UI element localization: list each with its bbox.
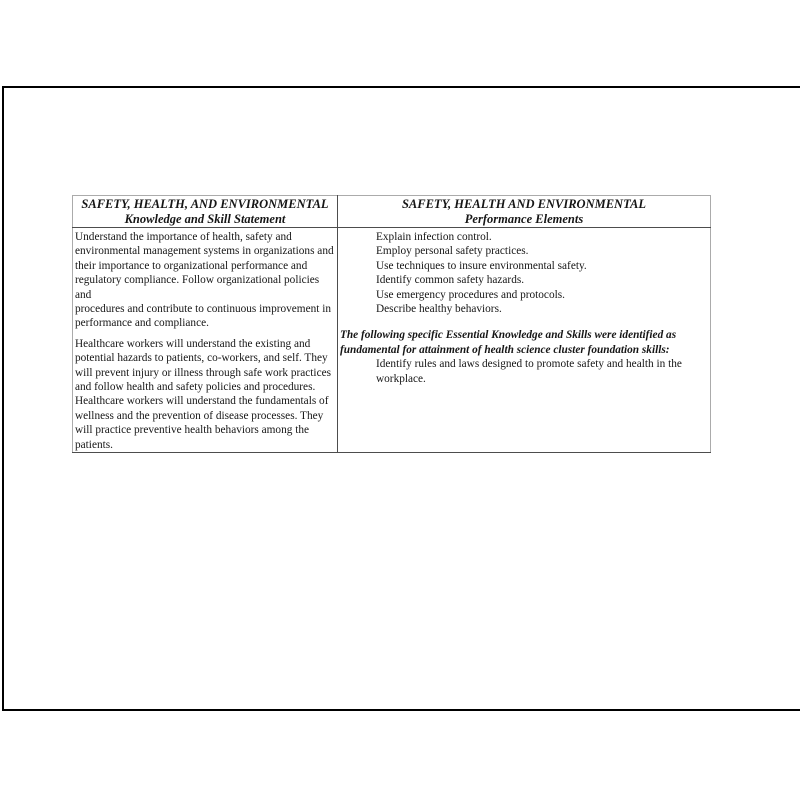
performance-elements-header-subtitle: Performance Elements [464,212,584,226]
performance-element-item: Employ personal safety practices. [376,245,529,258]
performance-element-item: Use emergency procedures and protocols. [376,288,565,301]
knowledge-statement-line: Understand the importance of health, safety and [75,231,292,243]
knowledge-skill-header-title: SAFETY, HEALTH, AND ENVIRONMENTAL [81,197,329,211]
knowledge-statement-line: Healthcare workers will understand the fundamentals of [75,395,329,408]
performance-elements-header-title: SAFETY, HEALTH AND ENVIRONMENTAL [401,197,647,211]
knowledge-statement-line: and follow health and safety policies and procedures. [75,381,316,394]
knowledge-statement-line: environmental management systems in organizations and [75,245,334,258]
knowledge-skill-header-cell [73,196,338,228]
performance-element-item: Explain infection control. [376,231,492,243]
knowledge-statement-line: their importance to organizational performance and [75,259,308,272]
knowledge-statement-line: will practice preventive health behaviors among the [75,424,310,437]
performance-element-item: Describe healthy behaviors. [376,303,502,316]
knowledge-statement-line: potential hazards to patients, co-workers, and self. They [75,352,328,365]
essential-knowledge-note [340,328,708,357]
knowledge-statement-paragraph-2 [75,337,335,452]
knowledge-statement-line: will prevent injury or illness through safe work practices [75,366,331,379]
essential-knowledge-note-line: The following specific Essential Knowledge and Skills were identified as [340,329,677,342]
knowledge-statement-paragraph-1 [75,230,335,331]
essential-knowledge-note-line: fundamental for attainment of health science cluster foundation skills: [340,343,670,356]
performance-element-item: Use techniques to insure environmental safety. [376,259,587,272]
performance-elements-header-cell [338,196,711,228]
performance-element-item: Identify common safety hazards. [376,274,525,287]
knowledge-statement-line: procedures and contribute to continuous improvement in [75,303,332,316]
knowledge-statement-line: performance and compliance. [75,317,209,330]
knowledge-statement-line: wellness and the prevention of disease processes. They [75,409,324,422]
knowledge-statement-line: Healthcare workers will understand the existing and [75,337,311,350]
knowledge-statement-line: regulatory compliance. Follow organizational policies and [75,274,320,301]
essential-knowledge-sub-item-line: Identify rules and laws designed to promote safety and health in the [376,358,682,371]
knowledge-statement-line: patients. [75,438,113,451]
knowledge-skill-statement-cell [73,228,338,453]
essential-knowledge-sub-item [340,357,708,386]
table-body-row [73,228,711,453]
essential-knowledge-sub-item-line: workplace. [376,372,426,385]
knowledge-skill-header-subtitle: Knowledge and Skill Statement [124,212,286,226]
table-header-row [73,196,711,228]
performance-elements-list [340,230,708,316]
performance-elements-cell [338,228,711,453]
safety-health-environmental-table [72,195,711,453]
